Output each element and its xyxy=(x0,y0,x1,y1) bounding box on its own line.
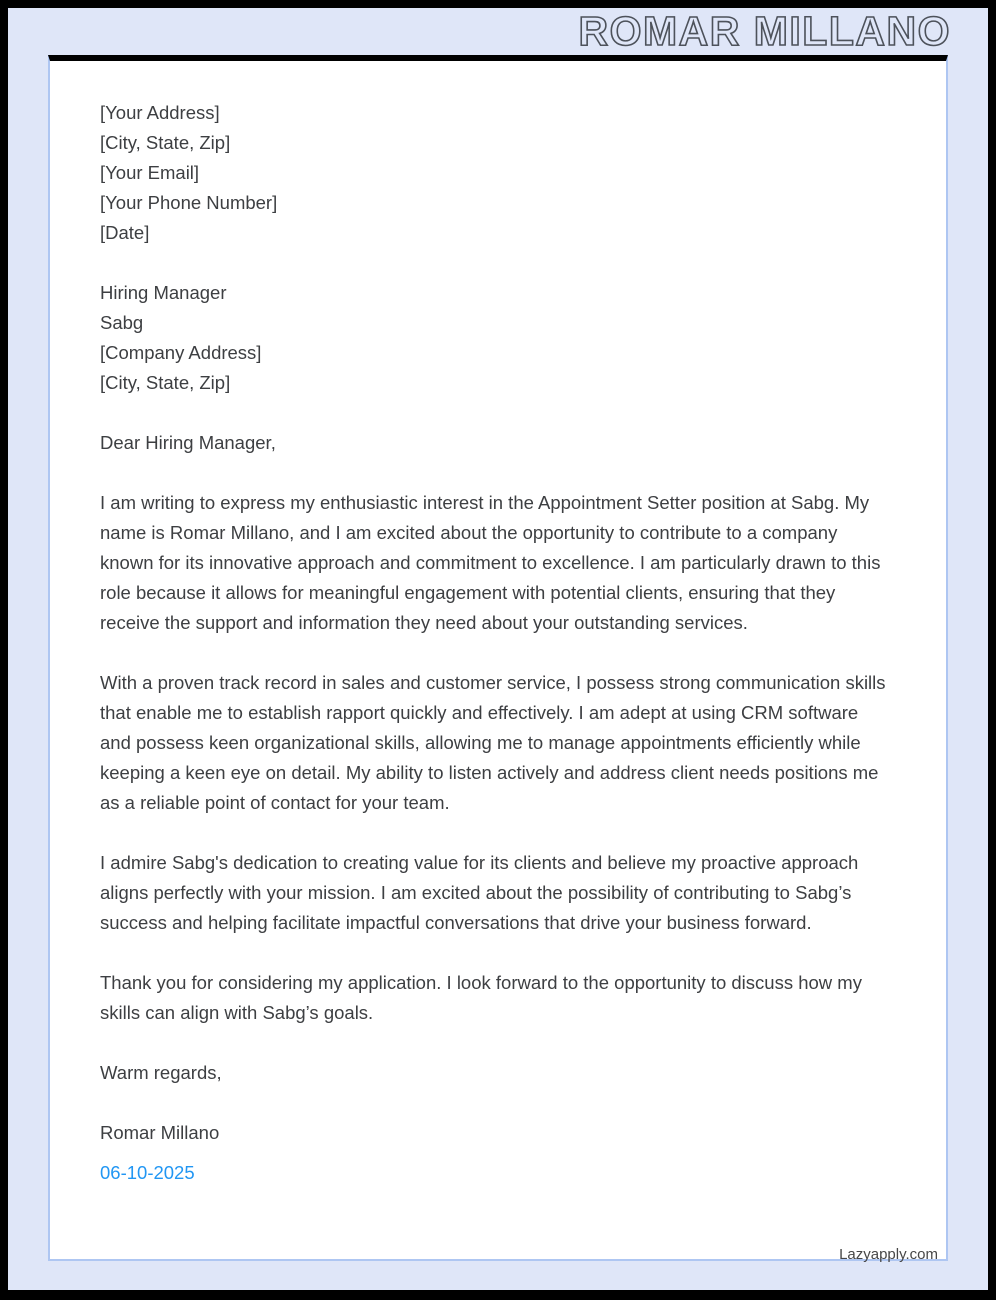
letter-body xyxy=(48,55,948,1261)
signature-name: Romar Millano xyxy=(100,1122,220,1143)
letter-date-link[interactable]: 06-10-2025 xyxy=(100,1162,195,1183)
sender-phone-line: [Your Phone Number] xyxy=(100,192,278,213)
lazyapply-watermark: Lazyapply.com xyxy=(839,1246,938,1263)
letter-header xyxy=(8,8,988,55)
recipient-company-line: Sabg xyxy=(100,312,144,333)
paragraph-company-fit: I admire Sabg's dedication to creating value for its clients and believe my proactive approach aligns perfectly with your mission. I am excited about the possibility of contributing to Sabg’s success and helping facilitate impactful conversations that drive your business forward. xyxy=(100,852,859,933)
sender-address-block xyxy=(100,98,890,248)
recipient-block xyxy=(100,278,890,398)
sender-city-line: [City, State, Zip] xyxy=(100,132,231,153)
paragraph-thanks: Thank you for considering my application. I look forward to the opportunity to discuss how my skills can align with Sabg’s goals. xyxy=(100,972,862,1023)
sender-date-line: [Date] xyxy=(100,222,150,243)
salutation: Dear Hiring Manager, xyxy=(100,432,276,453)
recipient-city-line: [City, State, Zip] xyxy=(100,372,231,393)
recipient-address-line: [Company Address] xyxy=(100,342,262,363)
paragraph-intro: I am writing to express my enthusiastic interest in the Appointment Setter position at Sabg. My name is Romar Millano, and I am excited about the opportunity to contribute to a company known for its innovative approach and commitment to excellence. I am particularly drawn to this role because it allows for meaningful engagement with potential clients, ensuring that they receive the support and information they need about your outstanding services. xyxy=(100,492,881,633)
cover-letter-page xyxy=(8,8,988,1290)
sender-address-line: [Your Address] xyxy=(100,102,220,123)
sender-email-line: [Your Email] xyxy=(100,162,200,183)
candidate-name-header: ROMAR MILLANO xyxy=(578,8,951,54)
paragraph-experience: With a proven track record in sales and customer service, I possess strong communication skills that enable me to establish rapport quickly and effectively. I am adept at using CRM software and possess keen organizational skills, allowing me to manage appointments efficiently while keeping a keen eye on detail. My ability to listen actively and address client needs positions me as a reliable point of contact for your team. xyxy=(100,672,886,813)
recipient-name-line: Hiring Manager xyxy=(100,282,227,303)
closing: Warm regards, xyxy=(100,1062,222,1083)
